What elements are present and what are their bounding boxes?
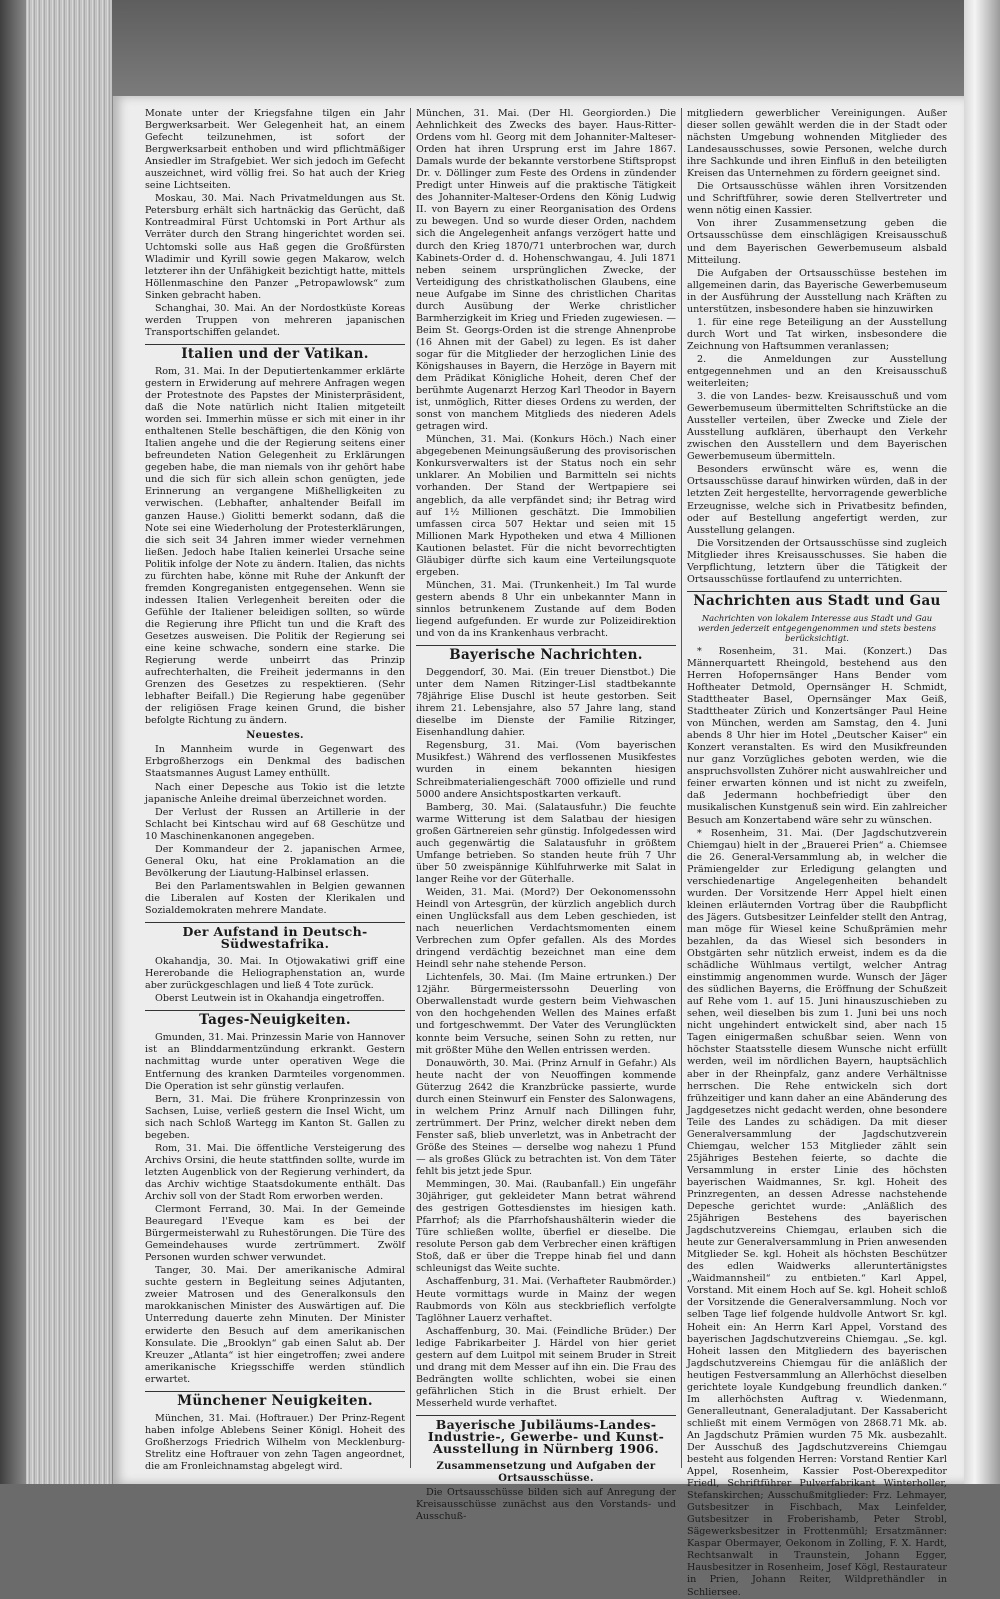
news-item: Der Kommandeur der 2. japanischen Armee, General Oku, hat eine Proklamation an die Bevölkerung der Liautung-Halbinsel erlassen. bbox=[145, 843, 405, 879]
news-item: Bern, 31. Mai. Die frühere Kronprinzessin von Sachsen, Luise, verließ gestern die Insel Wicht, um sich nach Schloß Wartegg im Kanton St. Gallen zu begeben. bbox=[145, 1093, 405, 1141]
news-item: Okahandja, 30. Mai. In Otjowakatiwi griff eine Hererobande die Heliographenstation an, wurde aber zurückgeschlagen und ließ 4 Tote zurück. bbox=[145, 956, 405, 992]
article-muenchen-hoftrauer: München, 31. Mai. (Hoftrauer.) Der Prinz-Regent haben infolge Ablebens Seiner Königl. Hoheit des Großherzogs Friedrich Wilhelm von Mecklenburg-Strelitz eine Hoftrauer von zehn Tagen angeordnet, die am Fronleichnamstag abgelegt wird. bbox=[145, 1412, 405, 1472]
article-paragraph: Die Aufgaben der Ortsausschüsse bestehen im allgemeinen darin, das Bayerische Gewerbemuseum in der Ausführung der Ausstellung nach Kräften zu unterstützen, insbesondere haben sie hinzuwirken bbox=[687, 267, 947, 315]
article-paragraph: Die Ortsausschüsse wählen ihren Vorsitzenden und Schriftführer, sowie deren Stellvertreter und wenn nötig einen Kassier. bbox=[687, 181, 947, 217]
scan-right-edge bbox=[964, 0, 1000, 1484]
article-konkurs: München, 31. Mai. (Konkurs Höch.) Nach einer abgegebenen Meinungsäußerung des provisorischen Konkursverwalters ist der Status noch ein sehr unklarer. An Mobilien und Barmitteln sei nichts vorhanden. Der Stand der Wertpapiere sei angeblich, da alle verpfändet sind; ihr Betrag wird auf 1½ Millionen geschätzt. Die Immobilien umfassen circa 507 Hektar und seien mit 15 Millionen Mark Hypotheken und etwa 4 Millionen Kautionen belastet. Für die nicht bevorrechtigten Gläubiger dürfte sich kaum eine Verteilungsquote ergeben. bbox=[416, 434, 676, 578]
section-heading-ausstellung: Bayerische Jubiläums-Landes-Industrie-, Gewerbe- und Kunst-Ausstellung in Nürnberg 1906. bbox=[416, 1415, 676, 1458]
article-rom: Rom, 31. Mai. In der Deputiertenkammer erklärte gestern in Erwiderung auf mehrere Anfragen wegen der Protestnote des Papstes der Ministerpräsident, daß die Note natürlich nicht Italien mitgeteilt worden sei. Immerhin müsse er sich mit einer in ihr enthaltenen Stelle beschäftigen, die den König von Italien angehe und die der Regierung seitens einer befreundeten Nation Gelegenheit zu Erklärungen gegeben habe, die man niemals von ihr gehört habe und die sich für sich allein schon genügten, jede Erinnerung an vergangene Mißhelligkeiten zu verwischen. (Lebhafter, anhaltender Beifall im ganzen Hause.) Giolitti bemerkt sodann, daß die Note sei eine Wiederholung der Protesterklärungen, die sich seit 34 Jahren immer wieder vernehmen ließen. Jedoch habe Italien keinerlei Ursache seine Politik infolge der Note zu ändern. Italien, das nichts zu fürchten habe, könne mit Ruhe der Ankunft der fremden Kongreganisten entgegensehen. Wenn sie indessen Italien Verlegenheit bereiten oder die Gefühle der Italiener beleidigen sollten, so würde die Regierung ihre Pflicht tun und die Kraft des Gesetzes ausweisen. Die Politik der Regierung sei eine keine schwache, sondern eine starke. Die Regierung werde unbeirrt das Prinzip aufrechterhalten, die Freiheit jedermanns in den Grenzen des Gesetzes zu respektieren. (Sehr lebhafter Beifall.) Die Regierung habe gegenüber der religiösen Frage keinen Grund, die bisher befolgte Richtung zu ändern. bbox=[145, 365, 405, 727]
column-3 bbox=[681, 108, 952, 1598]
list-item: 1. für eine rege Beteiligung an der Ausstellung durch Wort und Tat wirken, insbesondere die Zeichnung von Haftsummen veranlassen; bbox=[687, 316, 947, 352]
news-item: Rom, 31. Mai. Die öffentliche Versteigerung des Archivs Orsini, die heute stattfinden sollte, wurde im letzten Augenblick von der Regierung verhindert, da das Archiv wichtige Staatsdokumente enthält. Das Archiv soll von der Stadt Rom erworben werden. bbox=[145, 1142, 405, 1202]
news-item: Aschaffenburg, 31. Mai. (Verhafteter Raubmörder.) Heute vormittags wurde in Mainz der wegen Raubmords von Köln aus steckbrieflich verfolgte Taglöhner Lauerz verhaftet. bbox=[416, 1276, 676, 1324]
article-schanghai: Schanghai, 30. Mai. An der Nordostküste Koreas werden Truppen von mehreren japanischen Transportschiffen gelandet. bbox=[145, 302, 405, 338]
article-trunkenheit: München, 31. Mai. (Trunkenheit.) Im Tal wurde gestern abends 8 Uhr ein unbekannter Mann in sinnlos betrunkenem Zustande auf dem Boden liegend aufgefunden. Er wurde zur Polizeidirektion und von da ins Krankenhaus verbracht. bbox=[416, 579, 676, 640]
article-paragraph: Besonders erwünscht wäre es, wenn die Ortsausschüsse darauf hinwirken würden, daß in der letzten Zeit hergestellte, hervorragende gewerbliche Erzeugnisse, welche sich in Privatbesitz befinden, oder auf Bestellung angefertigt werden, zur Ausstellung gelangen. bbox=[687, 464, 947, 536]
book-spine-shadow bbox=[0, 0, 26, 1484]
article-paragraph: Von ihrer Zusammensetzung geben die Ortsausschüsse dem einschlägigen Kreisausschuß und dem Bayerischen Gewerbemuseum alsbald Mitteilung. bbox=[687, 218, 947, 266]
news-item: Oberst Leutwein ist in Okahandja eingetroffen. bbox=[155, 993, 385, 1005]
article-text: Monate unter der Kriegsfahne tilgen ein Jahr Bergwerksarbeit. Wer Gelegenheit hat, an einem Gefecht teilzunehmen, ist sofort der Bergwerksarbeit enthoben und wird pflichtmäßiger Ansiedler im Strafgebiet. Wer sich jedoch im Gefecht auszeichnet, wird völlig frei. So hat auch der Krieg seine Lichtseiten. bbox=[145, 108, 405, 192]
article-konzert: * Rosenheim, 31. Mai. (Konzert.) Das Männerquartett Rheingold, bestehend aus den Herren Hofopernsänger Hans Bender vom Hoftheater Detmold, Opernsänger H. Schmidt, Stadttheater Basel, Opernsänger Max Geiß, Stadttheater Zürich und Konzertsänger Paul Heine von München, werden am Samstag, den 4. Juni abends 8 Uhr hier im Hotel „Deutscher Kaiser“ ein Konzert veranstalten. Es wird den Musikfreunden nur ganz Vorzügliches geboten werden, wie die anspruchsvollsten Zuhörer nicht auswahlreicher und feiner erwarten können und ist nicht zu zweifeln, daß Jedermann hochbefriedigt über den musikalischen Kunstgenuß sein wird. Ein zahlreicher Besuch am Konzertabend wäre sehr zu wünschen. bbox=[687, 645, 947, 826]
article-moskau: Moskau, 30. Mai. Nach Privatmeldungen aus St. Petersburg erhält sich hartnäckig das Gerücht, daß Kontreadmiral Fürst Uchtomski in Port Arthur als Verräter durch den Strang hingerichtet worden sei. Uchtomski solle aus Haß gegen die Großfürsten Wladimir und Kyrill sowie gegen Makarow, welch letzterer ihn der Unfähigkeit bezichtigt hatte, mittels Höllenmaschine den Panzer „Petropawlowsk“ zum Sinken gebracht haben. bbox=[145, 193, 405, 301]
news-item: Regensburg, 31. Mai. (Vom bayerischen Musikfest.) Während des verflossenen Musikfestes wurden in einem bekannten hiesigen Schreibmaterialiengeschäft 7000 offizielle und rund 5000 andere Ansichtspostkarten verkauft. bbox=[416, 740, 676, 800]
section-heading-bayerische: Bayerische Nachrichten. bbox=[416, 645, 676, 664]
section-subtitle: Nachrichten von lokalem Interesse aus Stadt und Gau werden jederzeit entgegengenommen und stets bestens berücksichtigt. bbox=[697, 612, 937, 643]
column-1 bbox=[140, 108, 410, 1472]
list-item: 3. die von Landes- bezw. Kreisausschuß und vom Gewerbemuseum übermittelten Schriftstücke an die Aussteller verteilen, über Zwecke und Ziele der Ausstellung aufklären, überhaupt den Verkehr zwischen den Ausstellern und dem Bayerischen Gewerbemuseum übermitteln. bbox=[687, 391, 947, 463]
section-heading-aufstand: Der Aufstand in Deutsch-Südwestafrika. bbox=[145, 922, 405, 953]
news-item: Aschaffenburg, 30. Mai. (Feindliche Brüder.) Der ledige Fabrikarbeiter J. Härdel von hier geriet gestern auf dem Luitpol mit seinem Bruder in Streit und drang mit dem Messer auf ihn ein. Die Frau des Bedrängten wollte schlichten, wobei sie einen gefährlichen Stich in die Brust erhielt. Der Messerheld wurde verhaftet. bbox=[416, 1325, 676, 1409]
news-item: Gmunden, 31. Mai. Prinzessin Marie von Hannover ist an Blinddarmentzündung erkrankt. Gestern nachmittag wurde unter operativen Wege die Entfernung des kranken Darmteiles vorgenommen. Die Operation ist sehr günstig verlaufen. bbox=[145, 1032, 405, 1092]
list-item: 2. die Anmeldungen zur Ausstellung entgegennehmen und an den Kreisausschuß weiterleiten; bbox=[687, 353, 947, 390]
news-item: Bamberg, 30. Mai. (Salatausfuhr.) Die feuchte warme Witterung ist dem Salatbau der hiesigen großen Gärtnereien sehr günstig. Infolgedessen wird auch gegenwärtig die Salatausfuhr in größtem Umfange betrieben. So standen heute früh 7 Uhr über 50 zweispännige Kühlfuhrwerke mit Salat in langer Reihe vor der Güterhalle. bbox=[416, 801, 676, 885]
news-item: Tanger, 30. Mai. Der amerikanische Admiral suchte gestern in Begleitung seines Adjutanten, zweier Matrosen und des Generalkonsuls den marokkanischen Minister des Auswärtigen auf. Die Unterredung dauerte zehn Minuten. Der Minister erwiderte den Besuch auf dem amerikanischen Konsulate. Die „Brooklyn“ gab einen Salut ab. Der Kreuzer „Atlanta“ ist hier eingetroffen; zwei andere amerikanische Kriegsschiffe werden stündlich erwartet. bbox=[145, 1265, 405, 1385]
section-heading-tages: Tages-Neuigkeiten. bbox=[145, 1010, 405, 1029]
page-stack-edges bbox=[26, 0, 112, 1484]
news-item: Bei den Parlamentswahlen in Belgien gewannen die Liberalen auf Kosten der Klerikalen und Sozialdemokraten mehrere Mandate. bbox=[145, 880, 405, 916]
news-item: Clermont Ferrand, 30. Mai. In der Gemeinde Beauregard l'Eveque kam es bei der Bürgermeisterwahl zu Ruhestörungen. Die Türe des Gemeindehauses wurde zertrümmert. Zwölf Personen wurden schwer verwundet. bbox=[145, 1204, 405, 1264]
subheading-zusammensetzung: Zusammensetzung und Aufgaben der Ortsausschüsse. bbox=[436, 1461, 656, 1485]
section-heading-stadt-gau: Nachrichten aus Stadt und Gau bbox=[687, 591, 947, 610]
article-ortsausschuesse: mitgliedern gewerblicher Vereinigungen. Außer dieser sollen gewählt werden die in der Stadt oder nächsten Umgebung wohnenden Mitglieder des Landesausschusses, sowie Personen, welche durch ihre Sachkunde und ihren Einfluß in den beteiligten Kreisen das Unternehmen zu fördern geeignet sind. bbox=[687, 108, 947, 180]
column-2 bbox=[410, 108, 681, 1523]
news-item: Nach einer Depesche aus Tokio ist die letzte japanische Anleihe dreimal überzeichnet worden. bbox=[145, 781, 405, 805]
article-jagdschutzverein: * Rosenheim, 31. Mai. (Der Jagdschutzverein Chiemgau) hielt in der „Brauerei Prien“ a. Chiemsee die 26. General-Versammlung ab, in welcher die Prämiengelder zur Erledigung gelangten und verschiedenartige Angelegenheiten behandelt wurden. Der Vorsitzende Herr Appel hielt einen kleinen erläuternden Vortrag über die Raubpflicht des Jägers. Gutsbesitzer Leinfelder stellt den Antrag, man möge für Wiesel keine Schußprämien mehr bezahlen, da das Wiesel sich besonders in Obstgärten sehr nützlich erweist, indem es da die schädliche Wühlmaus vertilgt, welcher Antrag einstimmig angenommen wurde. Wunsch der Jäger des südlichen Bayerns, die Eröffnung der Schußzeit auf Rehe vom 1. auf 15. Juni hinauszuschieben zu sehen, weil dieselben bis zum 1. Juni bei uns noch nicht ungehindert entwickelt sind, aber nach 15 Tagen einigermaßen schußbar seien. Wenn von höchster Staatsstelle diesem Wunsche nicht erfüllt werden, weil im nördlichen Bayern, hauptsächlich aber in der Rheinpfalz, ganz andere Verhältnisse herrschen. Die Rehe entwickeln sich dort frühzeitiger und kann daher an eine Abänderung des Jagdgesetzes nicht gedacht werden, ohne besondere Teile des Landes zu schädigen. Da mit dieser Generalversammlung der Jagdschutzverein Chiemgau, welcher 153 Mitglieder zählt sein 25jähriges Bestehen feierte, so dachte die Versammlung in erster Linie des höchsten bayerischen Waidmannes, Sr. kgl. Hoheit des Prinzregenten, an dessen Adresse nachstehende Depesche gerichtet wurde: „Anläßlich des 25jährigen Bestehens des bayerischen Jagdschutzvereins Chiemgau, erlauben sich die heute zur Generalversammlung in Prien anwesenden Mitglieder Se. kgl. Hoheit als höchsten Beschützer des edlen Waidwerks alleruntertänigstes „Waidmannsheil“ zu entbieten.“ Karl Appel, Vorstand. Mit einem Hoch auf Se. kgl. Hoheit schloß der Vorsitzende die Generalversammlung. Noch vor selben Tage lief folgende huldvolle Antwort Sr. kgl. Hoheit ein: An Herrn Karl Appel, Vorstand des bayerischen Jagdschutzvereins Chiemgau. „Se. kgl. Hoheit lassen den Mitgliedern des bayerischen Jagdschutzvereins Chiemgau für die anläßlich der heutigen Festversammlung an Allerhöchst dieselben gerichtete loyale Kundgebung freundlich danken.“ Im allerhöchsten Auftrag v. Wiedenmann, Generalleutnant, Generaladjutant. Der Kassabericht schließt mit einem Vermögen von 2868.71 Mk. ab. An Jagdschutz Prämien wurden 75 Mk. ausbezahlt. Der Ausschuß des Jagdschutzvereins Chiemgau besteht aus folgenden Herren: Vorstand Rentier Karl Appel, Rosenheim, Kassier Post-Oberexpeditor Friedl, Schriftführer Pulverfabrikant Winterholler, Stefanskirchen; Ausschußmitglieder: Frz. Lehmayer, Gutsbesitzer in Fischbach, Max Leinfelder, Gutsbesitzer in Froberishamb, Peter Strobl, Sägewerksbesitzer in Frottenmühl; Ersatzmänner: Kaspar Obermayer, Oekonom in Zolling, F. X. Hardt, Rechtsanwalt in Traunstein, Johann Egger, Hausbesitzer in Rosenheim, Josef Kögl, Restaurateur in Prien, Johann Reiter, Wildprethändler in Schliersee. bbox=[687, 827, 947, 1598]
section-heading-italien: Italien und der Vatikan. bbox=[145, 344, 405, 363]
news-item: Weiden, 31. Mai. (Mord?) Der Oekonomenssohn Heindl von Artesgrün, der kürzlich angeblich durch einen Unglücksfall aus dem Leben geschieden, ist nach neuerlichen Verdachtsmomenten einem Verbrechen zum Opfer gefallen. Als des Mordes dringend verdächtig bezeichnet man eine dem Heindl sehr nahe stehende Person. bbox=[416, 886, 676, 971]
scan-top-margin bbox=[112, 0, 964, 96]
article-ausstellung: Die Ortsausschüsse bilden sich auf Anregung der Kreisausschüsse zunächst aus den Vorstands- und Ausschuß- bbox=[416, 1487, 676, 1523]
news-item: Der Verlust der Russen an Artillerie in der Schlacht bei Kintschau wird auf 68 Geschütze und 10 Maschinenkanonen angegeben. bbox=[145, 806, 405, 842]
news-item: In Mannheim wurde in Gegenwart des Erbgroßherzogs ein Denkmal des badischen Staatsmannes August Lamey enthüllt. bbox=[145, 744, 405, 780]
section-heading-neuestes: Neuestes. bbox=[246, 730, 304, 742]
section-heading-muenchener: Münchener Neuigkeiten. bbox=[145, 1391, 405, 1410]
newspaper-columns bbox=[140, 108, 952, 1598]
news-item: Memmingen, 30. Mai. (Raubanfall.) Ein ungefähr 30jähriger, gut gekleideter Mann betrat während des gestrigen Gottesdienstes im hiesigen kath. Pfarrhof; als die Pfarrhofshaushälterin wieder die Türe schließen wollte, überfiel er dieselbe. Die resolute Person gab dem Verbrecher einen kräftigen Stoß, daß er über die Treppe hinab fiel und dann schleunigst das Weite suchte. bbox=[416, 1179, 676, 1275]
news-item: Lichtenfels, 30. Mai. (Im Maine ertrunken.) Der 12jähr. Bürgermeisterssohn Deuerling von Oberwallenstadt wurde gestern beim Viehwaschen von den hochgehenden Wellen des Maines erfaßt und fortgeschwemmt. Der Vater des Verunglückten konnte beim Versuche, seinen Sohn zu retten, nur mit größter Mühe den Wellen entrissen werden. bbox=[416, 972, 676, 1056]
news-item: Deggendorf, 30. Mai. (Ein treuer Dienstbot.) Die unter dem Namen Ritzinger-Lisl stadtbekannte 78jährige Elise Duschl ist heute gestorben. Seit ihrem 21. Lebensjahre, also 57 Jahre lang, stand dieselbe im Dienste der Familie Ritzinger, Eisenhandlung dahier. bbox=[416, 667, 676, 739]
article-georgiorden: München, 31. Mai. (Der Hl. Georgiorden.) Die Aehnlichkeit des Zwecks des bayer. Haus-Ritter-Ordens vom hl. Georg mit dem Johanniter-Malteser-Orden hat ihren Ursprung erst im Jahre 1867. Damals wurde der bekannte verstorbene Stiftspropst Dr. v. Döllinger zum Feste des Ordens in zündender Predigt unter Hinweis auf die praktische Tätigkeit des Johanniter-Malteser-Ordens den König Ludwig II. von Bayern zu einer Reorganisation des Ordens zu bewegen. Und so wurde dieser Orden, nachdem sich die Angelegenheit anfangs verzögert hatte und durch den Krieg 1870/71 unterbrochen war, durch Kabinets-Order d. d. Hohenschwangau, 4. Juli 1871 neben seinem ursprünglichen Zwecke, der Verteidigung des christkatholischen Glaubens, eine neue Aufgabe im Sinne des christlichen Charitas durch Ausübung der Werke christlicher Barmherzigkeit im Krieg und Frieden zugewiesen. — Beim St. Georgs-Orden ist die strenge Ahnenprobe (16 Ahnen mit der Gabel) zu legen. Es ist daher sogar für die Mitglieder der herzoglichen Linie des Königshauses in Bayern, die Herzöge in Bayern mit dem Prädikat Königliche Hoheit, deren Chef der berühmte Augenarzt Herzog Karl Theodor in Bayern ist, unmöglich, Ritter dieses Ordens zu werden, der sonst von manchem Mitglieds des niederen Adels getragen wird. bbox=[416, 108, 676, 433]
news-item: Donauwörth, 30. Mai. (Prinz Arnulf in Gefahr.) Als heute nacht der von Neuoffingen kommende Güterzug 2642 die Kranzbrücke passierte, wurde durch einen Steinwurf ein Fenster des Salonwagens, in welchem Prinz Arnulf nach Dillingen fuhr, zertrümmert. Der Prinz, welcher direkt neben dem Fenster saß, blieb unverletzt, was in Anbetracht der Größe des Steines — derselbe wog nahezu 1 Pfund — als großes Glück zu betrachten ist. Von dem Täter fehlt bis jetzt jede Spur. bbox=[416, 1057, 676, 1178]
article-paragraph: Die Vorsitzenden der Ortsausschüsse sind zugleich Mitglieder ihres Kreisausschusses. Sie haben die Verpflichtung, letztern über die Tätigkeit der Ortsausschüsse fortlaufend zu unterrichten. bbox=[687, 537, 947, 585]
